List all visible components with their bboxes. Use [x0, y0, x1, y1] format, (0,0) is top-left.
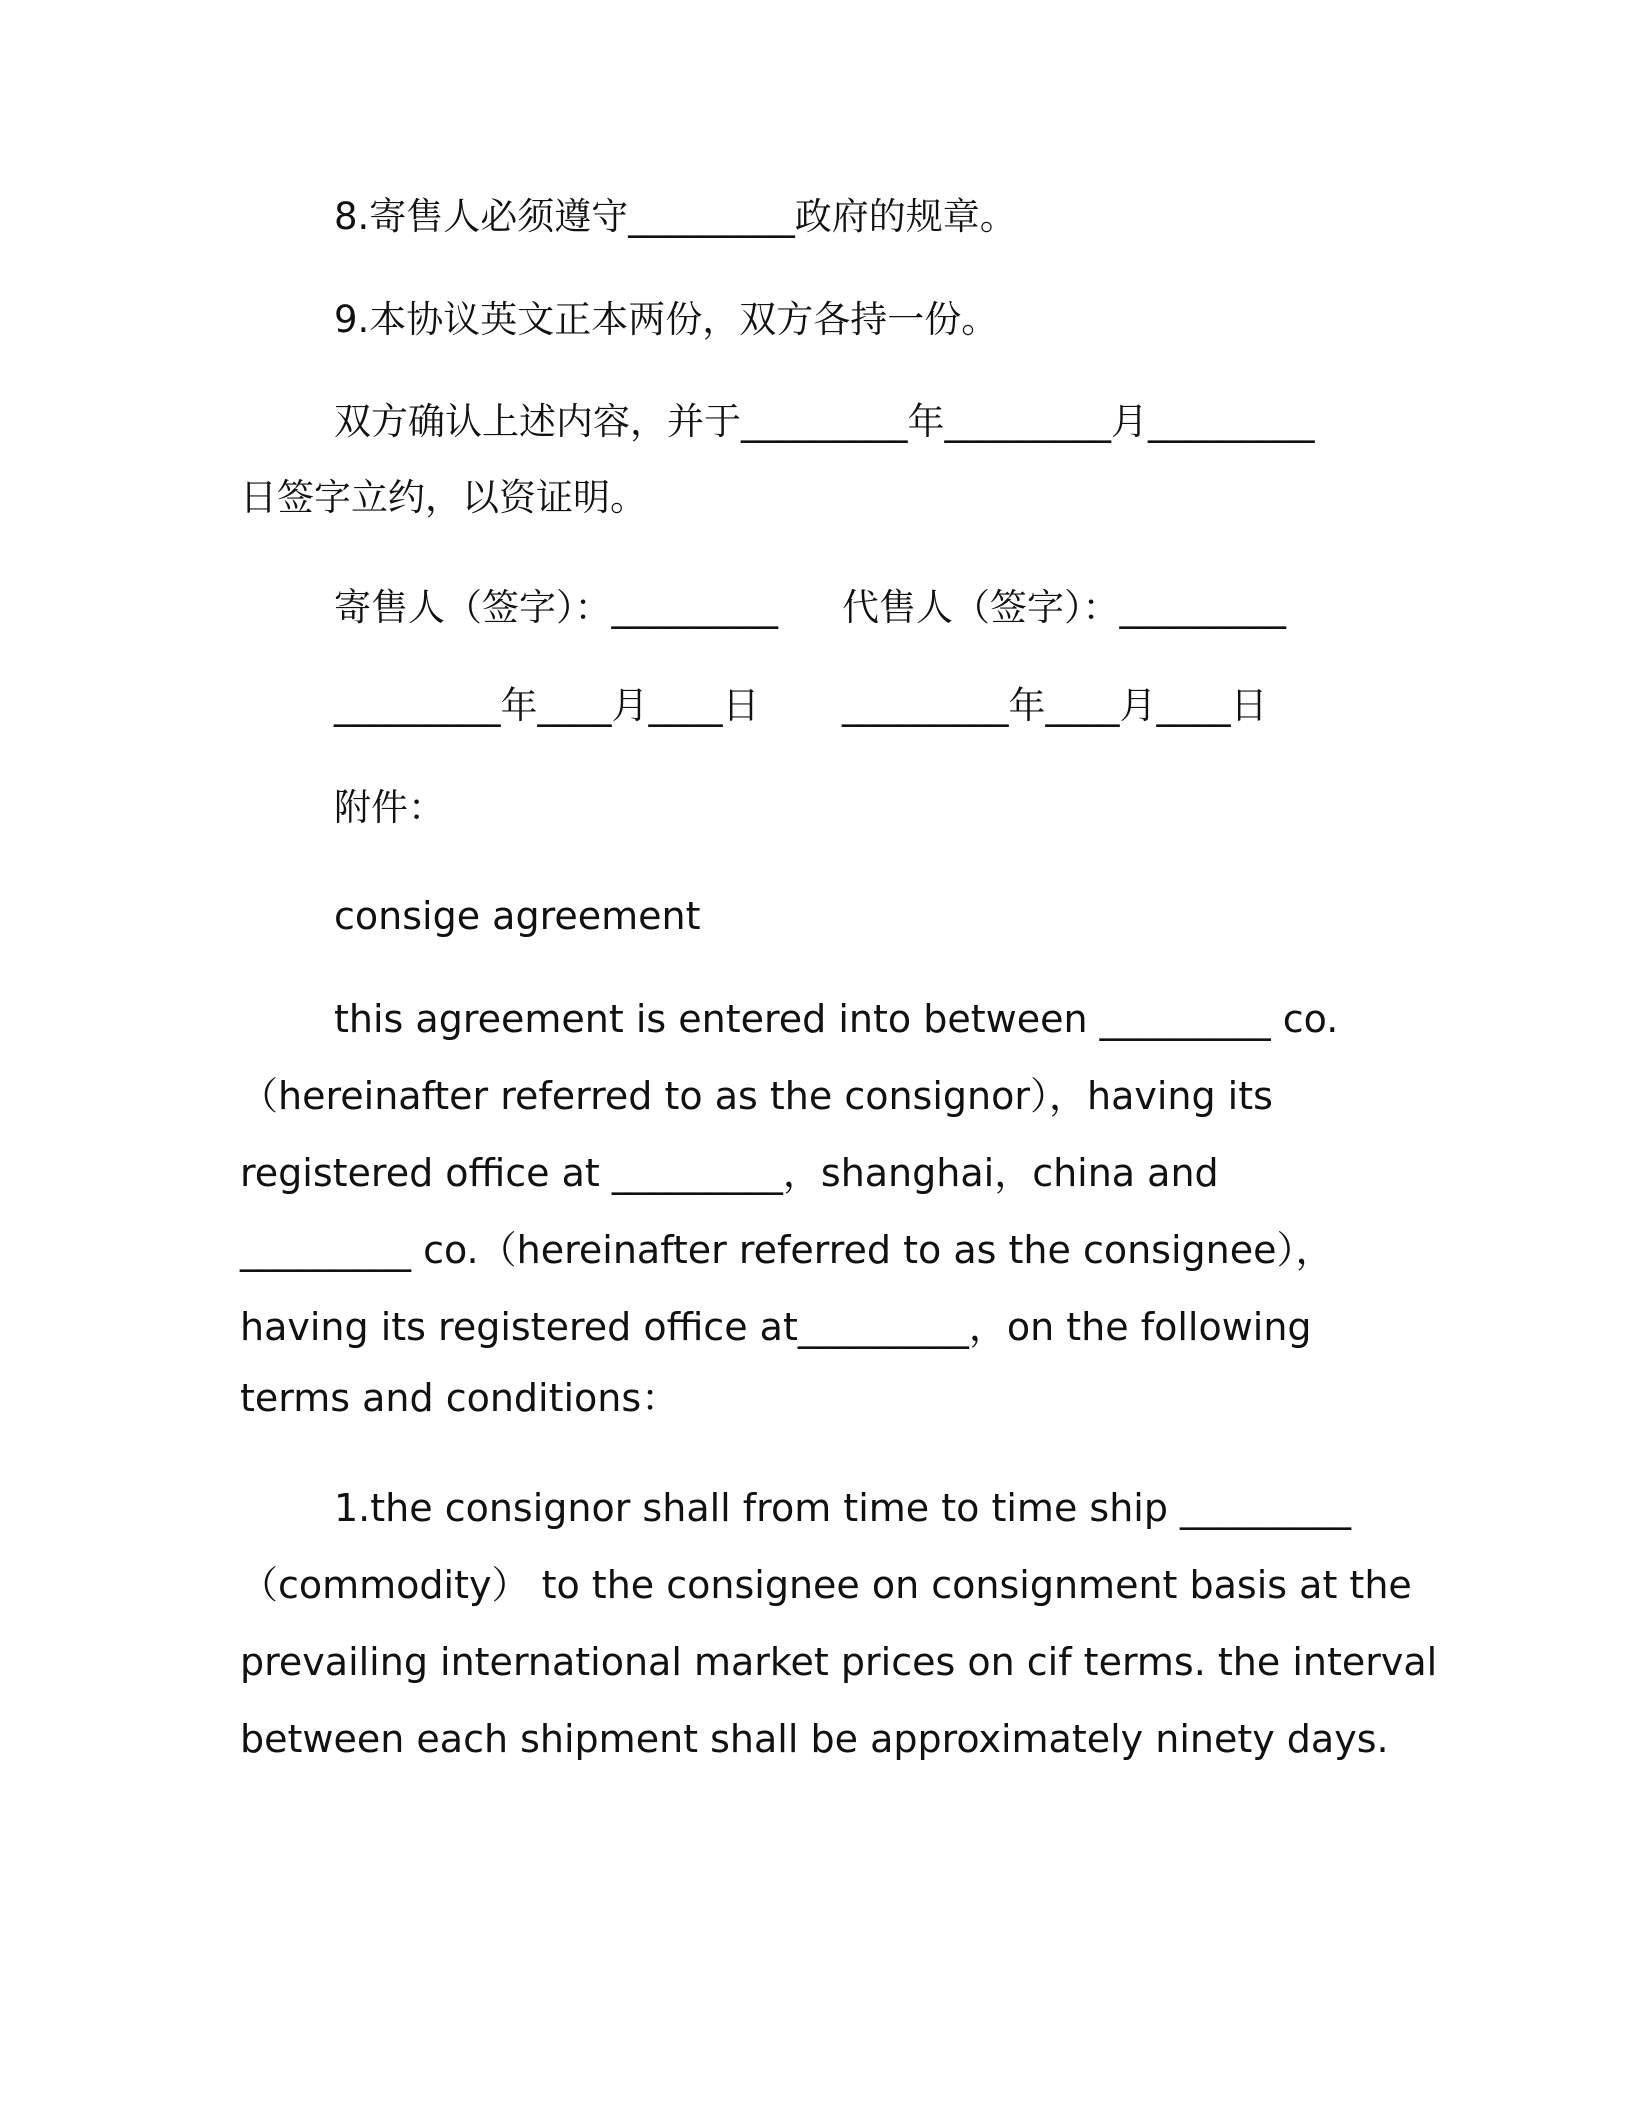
- intro-line-6: terms and conditions：: [240, 1376, 680, 1420]
- confirm-line-1: 双方确认上述内容，并于_________年_________月_________: [334, 400, 1315, 443]
- intro-line-5: having its registered office at_________，on the following: [240, 1305, 1312, 1349]
- attachment-label: 附件：: [334, 786, 445, 829]
- clause-1-line-4: between each shipment shall be approximately ninety days.: [240, 1717, 1389, 1761]
- intro-line-2: （hereinafter referred to as the consignor），having its: [240, 1074, 1273, 1118]
- clause-1-line-3: prevailing international market prices on cif terms. the interval: [240, 1640, 1438, 1684]
- consignee-date: _________年____月____日: [842, 684, 1268, 727]
- consignor-date: _________年____月____日: [334, 684, 760, 727]
- clause-9: 9.本协议英文正本两份，双方各持一份。: [334, 298, 999, 341]
- confirm-line-2: 日签字立约，以资证明。: [240, 476, 647, 519]
- intro-line-3: registered office at _________，shanghai，china and: [240, 1151, 1219, 1195]
- clause-8: 8.寄售人必须遵守_________政府的规章。: [334, 195, 1017, 238]
- english-title: consige agreement: [334, 894, 701, 938]
- clause-1-line-2: （commodity） to the consignee on consignment basis at the: [240, 1563, 1412, 1607]
- intro-line-4: _________ co.（hereinafter referred to as the consignee），: [240, 1228, 1334, 1272]
- clause-1-line-1: 1.the consignor shall from time to time ship _________: [334, 1486, 1352, 1530]
- intro-line-1: this agreement is entered into between _________ co.: [334, 997, 1339, 1041]
- consignor-signature-label: 寄售人（签字）：_________: [334, 586, 778, 629]
- consignee-signature-label: 代售人（签字）：_________: [842, 586, 1286, 629]
